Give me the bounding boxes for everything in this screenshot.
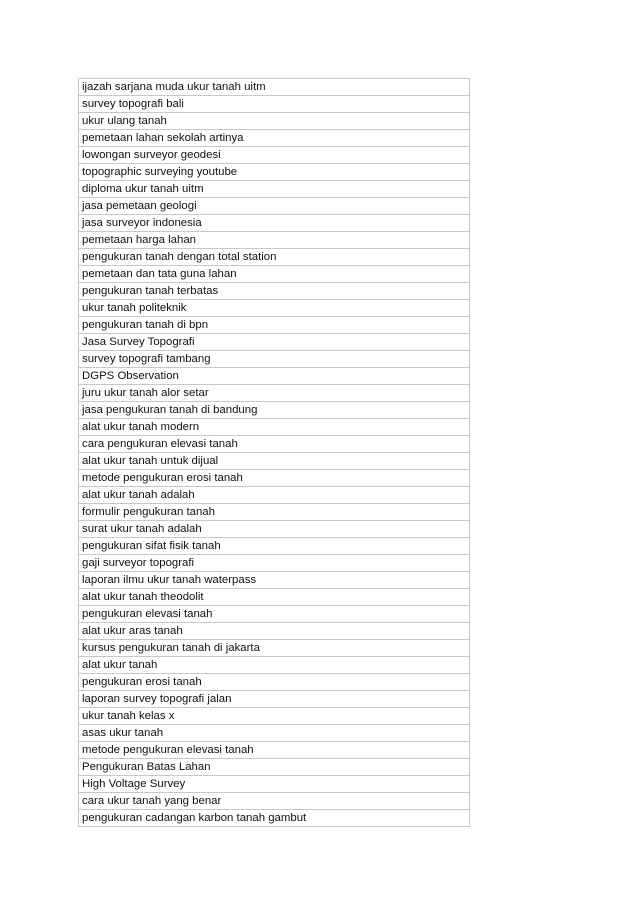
keyword-cell: formulir pengukuran tanah [79, 504, 470, 521]
keyword-cell: pemetaan lahan sekolah artinya [79, 130, 470, 147]
keyword-cell: pengukuran tanah dengan total station [79, 249, 470, 266]
keyword-cell: metode pengukuran erosi tanah [79, 470, 470, 487]
keyword-cell: lowongan surveyor geodesi [79, 147, 470, 164]
keyword-cell: alat ukur tanah [79, 657, 470, 674]
table-row [79, 640, 470, 657]
table-row [79, 215, 470, 232]
table-row [79, 147, 470, 164]
keyword-cell: ukur tanah kelas x [79, 708, 470, 725]
table-row [79, 232, 470, 249]
table-row [79, 521, 470, 538]
table-row [79, 113, 470, 130]
keyword-cell: DGPS Observation [79, 368, 470, 385]
keyword-cell: surat ukur tanah adalah [79, 521, 470, 538]
keyword-cell: ukur ulang tanah [79, 113, 470, 130]
keyword-cell: High Voltage Survey [79, 776, 470, 793]
keyword-cell: metode pengukuran elevasi tanah [79, 742, 470, 759]
keyword-cell: pengukuran tanah di bpn [79, 317, 470, 334]
table-row [79, 572, 470, 589]
keyword-cell: alat ukur aras tanah [79, 623, 470, 640]
keyword-cell: juru ukur tanah alor setar [79, 385, 470, 402]
keyword-cell: Pengukuran Batas Lahan [79, 759, 470, 776]
keyword-cell: alat ukur tanah modern [79, 419, 470, 436]
table-row [79, 487, 470, 504]
table-row [79, 283, 470, 300]
table-row [79, 470, 470, 487]
keyword-cell: pengukuran cadangan karbon tanah gambut [79, 810, 470, 827]
keyword-cell: jasa surveyor indonesia [79, 215, 470, 232]
keyword-cell: cara ukur tanah yang benar [79, 793, 470, 810]
keyword-cell: kursus pengukuran tanah di jakarta [79, 640, 470, 657]
keyword-table-body [79, 79, 470, 827]
table-row [79, 810, 470, 827]
table-row [79, 96, 470, 113]
table-row [79, 691, 470, 708]
table-row [79, 759, 470, 776]
keyword-cell: survey topografi tambang [79, 351, 470, 368]
keyword-table [78, 78, 470, 827]
keyword-cell: laporan survey topografi jalan [79, 691, 470, 708]
keyword-cell: alat ukur tanah adalah [79, 487, 470, 504]
table-row [79, 334, 470, 351]
table-row [79, 198, 470, 215]
table-row [79, 555, 470, 572]
keyword-cell: pengukuran sifat fisik tanah [79, 538, 470, 555]
table-row [79, 300, 470, 317]
table-row [79, 504, 470, 521]
table-row [79, 657, 470, 674]
keyword-cell: ukur tanah politeknik [79, 300, 470, 317]
table-row [79, 164, 470, 181]
table-row [79, 708, 470, 725]
table-row [79, 589, 470, 606]
table-row [79, 385, 470, 402]
table-row [79, 793, 470, 810]
table-row [79, 742, 470, 759]
keyword-cell: ijazah sarjana muda ukur tanah uitm [79, 79, 470, 96]
table-row [79, 351, 470, 368]
table-row [79, 725, 470, 742]
keyword-cell: jasa pemetaan geologi [79, 198, 470, 215]
keyword-cell: topographic surveying youtube [79, 164, 470, 181]
keyword-cell: survey topografi bali [79, 96, 470, 113]
keyword-cell: pengukuran elevasi tanah [79, 606, 470, 623]
table-row [79, 181, 470, 198]
keyword-cell: asas ukur tanah [79, 725, 470, 742]
keyword-cell: alat ukur tanah theodolit [79, 589, 470, 606]
table-row [79, 266, 470, 283]
table-row [79, 317, 470, 334]
keyword-cell: Jasa Survey Topografi [79, 334, 470, 351]
keyword-cell: pengukuran tanah terbatas [79, 283, 470, 300]
table-row [79, 606, 470, 623]
table-row [79, 776, 470, 793]
keyword-cell: gaji surveyor topografi [79, 555, 470, 572]
keyword-cell: jasa pengukuran tanah di bandung [79, 402, 470, 419]
table-row [79, 130, 470, 147]
keyword-cell: alat ukur tanah untuk dijual [79, 453, 470, 470]
keyword-cell: laporan ilmu ukur tanah waterpass [79, 572, 470, 589]
table-row [79, 368, 470, 385]
table-row [79, 79, 470, 96]
table-row [79, 538, 470, 555]
table-row [79, 436, 470, 453]
table-row [79, 402, 470, 419]
table-row [79, 249, 470, 266]
table-row [79, 453, 470, 470]
keyword-cell: pemetaan dan tata guna lahan [79, 266, 470, 283]
table-row [79, 674, 470, 691]
keyword-cell: diploma ukur tanah uitm [79, 181, 470, 198]
keyword-cell: cara pengukuran elevasi tanah [79, 436, 470, 453]
table-row [79, 419, 470, 436]
table-row [79, 623, 470, 640]
keyword-cell: pemetaan harga lahan [79, 232, 470, 249]
keyword-cell: pengukuran erosi tanah [79, 674, 470, 691]
